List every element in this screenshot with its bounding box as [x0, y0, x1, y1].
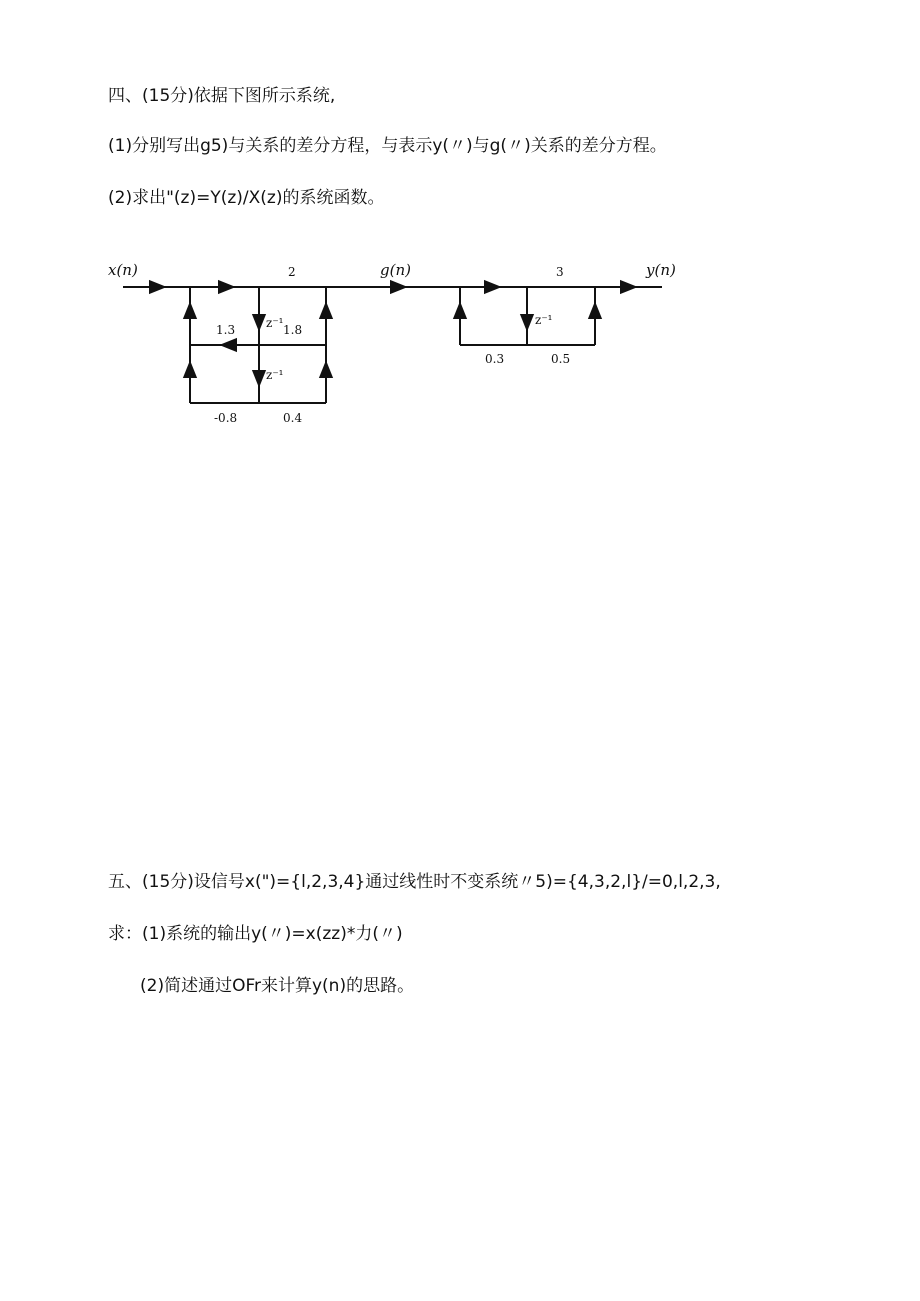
- question5-title: 五、(15分)设信号x(")={l,2,3,4}通过线性时不变系统〃5)={4,3,2,l}/=0,l,2,3,: [108, 872, 721, 892]
- r-delay-label: z⁻¹: [535, 313, 553, 327]
- signal-flow-diagram: [0, 0, 920, 460]
- delay2-label: z⁻¹: [266, 368, 284, 382]
- left-gain-ff1: 1.8: [283, 323, 303, 337]
- mid-label: g(n): [380, 261, 411, 279]
- output-label: y(n): [646, 261, 676, 279]
- right-gain-ff: 0.5: [551, 352, 571, 366]
- question4-title: 四、(15分)依据下图所示系统,: [108, 86, 336, 106]
- right-gain-top: 3: [556, 265, 564, 279]
- question4-part2: (2)求出"(z)=Y(z)/X(z)的系统函数。: [108, 188, 385, 208]
- left-gain-ff2: 0.4: [283, 411, 303, 425]
- left-gain-top: 2: [288, 265, 296, 279]
- right-gain-fb: 0.3: [485, 352, 505, 366]
- question4-part1: (1)分别写出g5)与关系的差分方程，与表示y(〃)与g(〃)关系的差分方程。: [108, 136, 667, 156]
- question5-part2: (2)简述通过OFr来计算y(n)的思路。: [140, 976, 415, 996]
- left-gain-fb2: -0.8: [214, 411, 238, 425]
- input-label: x(n): [108, 261, 138, 279]
- delay1-label: z⁻¹: [266, 316, 284, 330]
- question5-ask: 求：(1)系统的输出y(〃)=x(zz)*力(〃): [108, 924, 403, 944]
- left-gain-fb1: 1.3: [216, 323, 236, 337]
